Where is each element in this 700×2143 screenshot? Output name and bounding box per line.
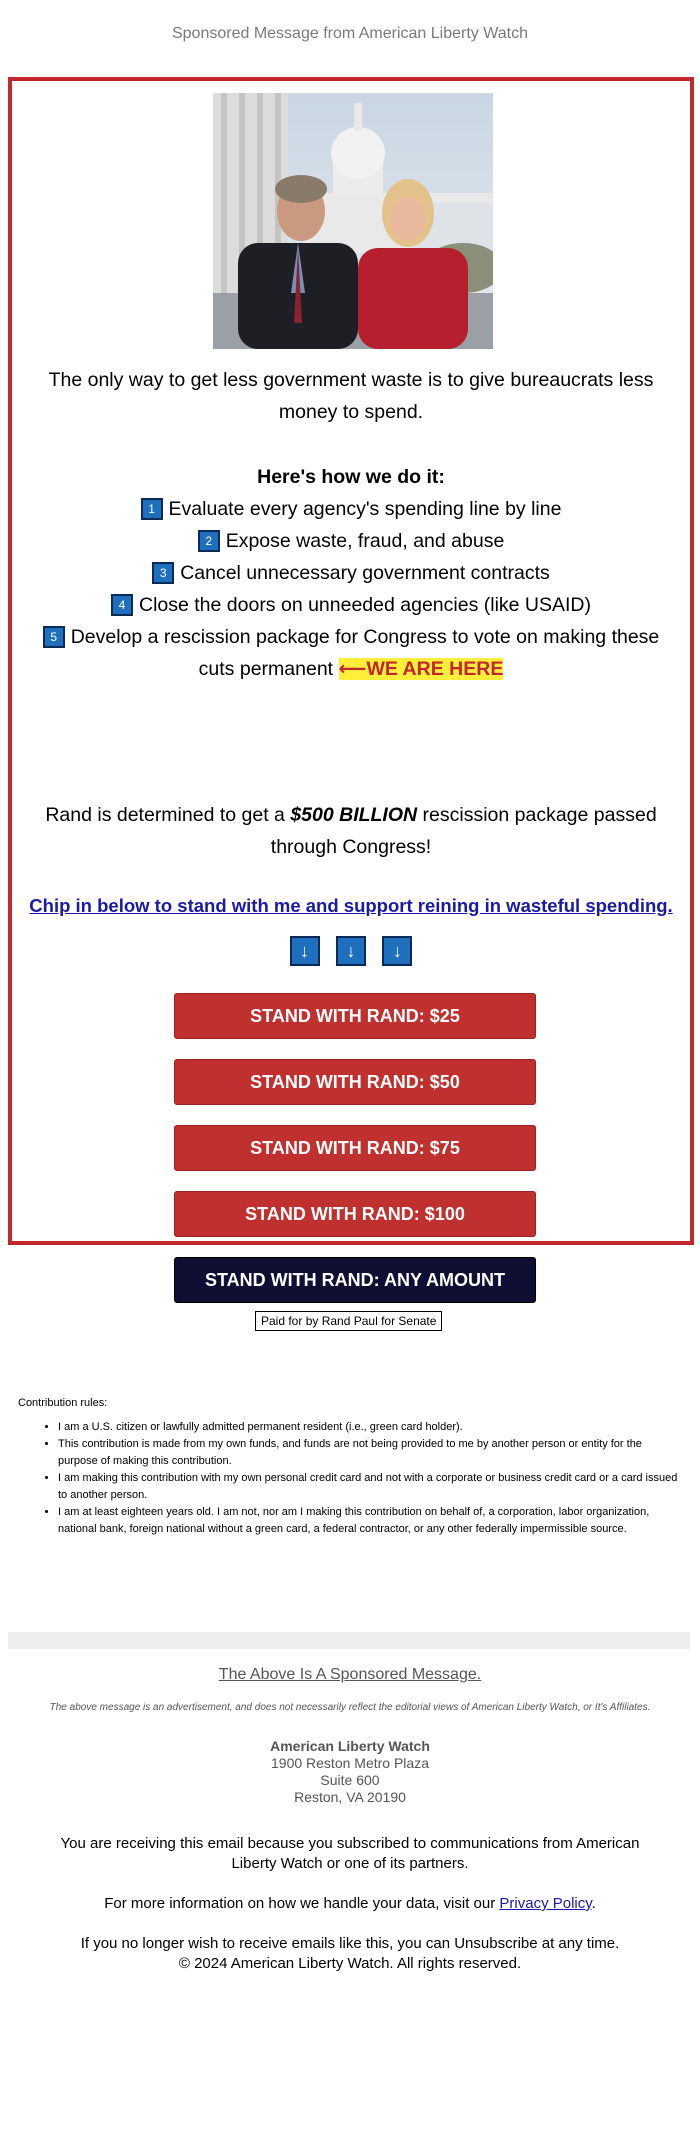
step-text: Cancel unnecessary government contracts xyxy=(180,562,550,584)
org-name: American Liberty Watch xyxy=(270,1738,430,1754)
arrow-row xyxy=(12,936,690,966)
donate-50-button[interactable]: STAND WITH RAND: $50 xyxy=(174,1059,536,1105)
rules-title: Contribution rules: xyxy=(18,1397,108,1409)
address-line: Suite 600 xyxy=(320,1772,380,1788)
step-text: Evaluate every agency's spending line by line xyxy=(168,498,562,520)
donate-100-button[interactable]: STAND WITH RAND: $100 xyxy=(174,1191,536,1237)
rescission-amount: $500 BILLION xyxy=(290,804,418,826)
privacy-notice xyxy=(50,1894,650,1914)
donate-75-button[interactable]: STAND WITH RAND: $75 xyxy=(174,1125,536,1171)
copyright: © 2024 American Liberty Watch. All rights reserved. xyxy=(178,1955,522,1972)
privacy-policy-link[interactable]: Privacy Policy xyxy=(499,1895,592,1912)
list-item xyxy=(12,493,690,525)
number-4-badge: 4 xyxy=(111,594,133,616)
rescission-post: rescission package passed through Congress! xyxy=(270,804,657,858)
intro-text: The only way to get less government waste is to give bureaucrats less money to spend. xyxy=(48,369,654,423)
rescission-pre: Rand is determined to get a xyxy=(45,804,291,826)
list-item: • I am a U.S. citizen or lawfully admitted permanent resident (i.e., green card holder). xyxy=(58,1419,678,1436)
rules-list xyxy=(18,1419,678,1538)
down-arrow-icon: ↓ xyxy=(290,936,320,966)
down-arrow-icon: ↓ xyxy=(382,936,412,966)
address-line: 1900 Reston Metro Plaza xyxy=(271,1755,429,1771)
step-text: Expose waste, fraud, and abuse xyxy=(225,530,505,552)
donate-25-button[interactable]: STAND WITH RAND: $25 xyxy=(174,993,536,1039)
step-text: Close the doors on unneeded agencies (like USAID) xyxy=(138,594,591,616)
address-line: Reston, VA 20190 xyxy=(294,1789,406,1805)
disclaimer: The above message is an advertisement, and does not necessarily reflect the editorial views of American Liberty Watch, or It's Affiliates. xyxy=(49,1702,651,1713)
privacy-pre: For more information on how we handle your data, visit our xyxy=(104,1895,500,1912)
ad-card xyxy=(8,77,694,1290)
we-are-here-marker: ⟵WE ARE HERE xyxy=(338,658,504,680)
subscription-notice: You are receiving this email because you subscribed to communications from American Liberty Watch or one of its partners. xyxy=(60,1835,640,1872)
number-2-badge: 2 xyxy=(198,530,220,552)
down-arrow-icon: ↓ xyxy=(336,936,366,966)
chip-in-link[interactable]: Chip in below to stand with me and support reining in wasteful spending. xyxy=(29,895,673,916)
paid-for-by: Paid for by Rand Paul for Senate xyxy=(255,1311,442,1331)
sponsor-header: Sponsored Message from American Liberty Watch xyxy=(171,25,528,42)
rescission-text xyxy=(32,799,670,863)
how-we-do-it-title: Here's how we do it: xyxy=(257,466,445,488)
list-item xyxy=(12,589,690,621)
number-3-badge: 3 xyxy=(152,562,174,584)
list-item: • I am at least eighteen years old. I am not, nor am I making this contribution on behalf of, a corporation, labor organization, national bank, foreign national without a green card, a federal contractor, or any other federally impermissible source. xyxy=(58,1504,678,1538)
list-item: • I am making this contribution with my own personal credit card and not with a corporate or business credit card or a card issued to another person. xyxy=(58,1470,678,1504)
chip-in-wrapper xyxy=(12,895,690,917)
list-item: • This contribution is made from my own funds, and funds are not being provided to me by another person or entity for the purpose of making this contribution. xyxy=(58,1436,678,1470)
footer xyxy=(0,1666,700,1974)
number-1-badge: 1 xyxy=(141,498,163,520)
list-item xyxy=(12,621,690,685)
hero-photo xyxy=(213,93,493,349)
step-text: Develop a rescission package for Congress to vote on making these cuts permanent xyxy=(70,626,660,680)
how-we-do-it-list xyxy=(12,461,690,685)
unsubscribe-notice: If you no longer wish to receive emails like this, you can Unsubscribe at any time. xyxy=(80,1935,620,1952)
list-item xyxy=(12,525,690,557)
privacy-post: . xyxy=(591,1895,596,1912)
contribution-rules xyxy=(18,1397,678,1538)
sponsored-message-title: The Above Is A Sponsored Message. xyxy=(218,1666,482,1683)
org-address xyxy=(0,1738,700,1806)
divider xyxy=(8,1632,690,1649)
number-5-badge: 5 xyxy=(43,626,65,648)
list-item xyxy=(12,557,690,589)
donate-any-amount-button[interactable]: STAND WITH RAND: ANY AMOUNT xyxy=(174,1257,536,1303)
